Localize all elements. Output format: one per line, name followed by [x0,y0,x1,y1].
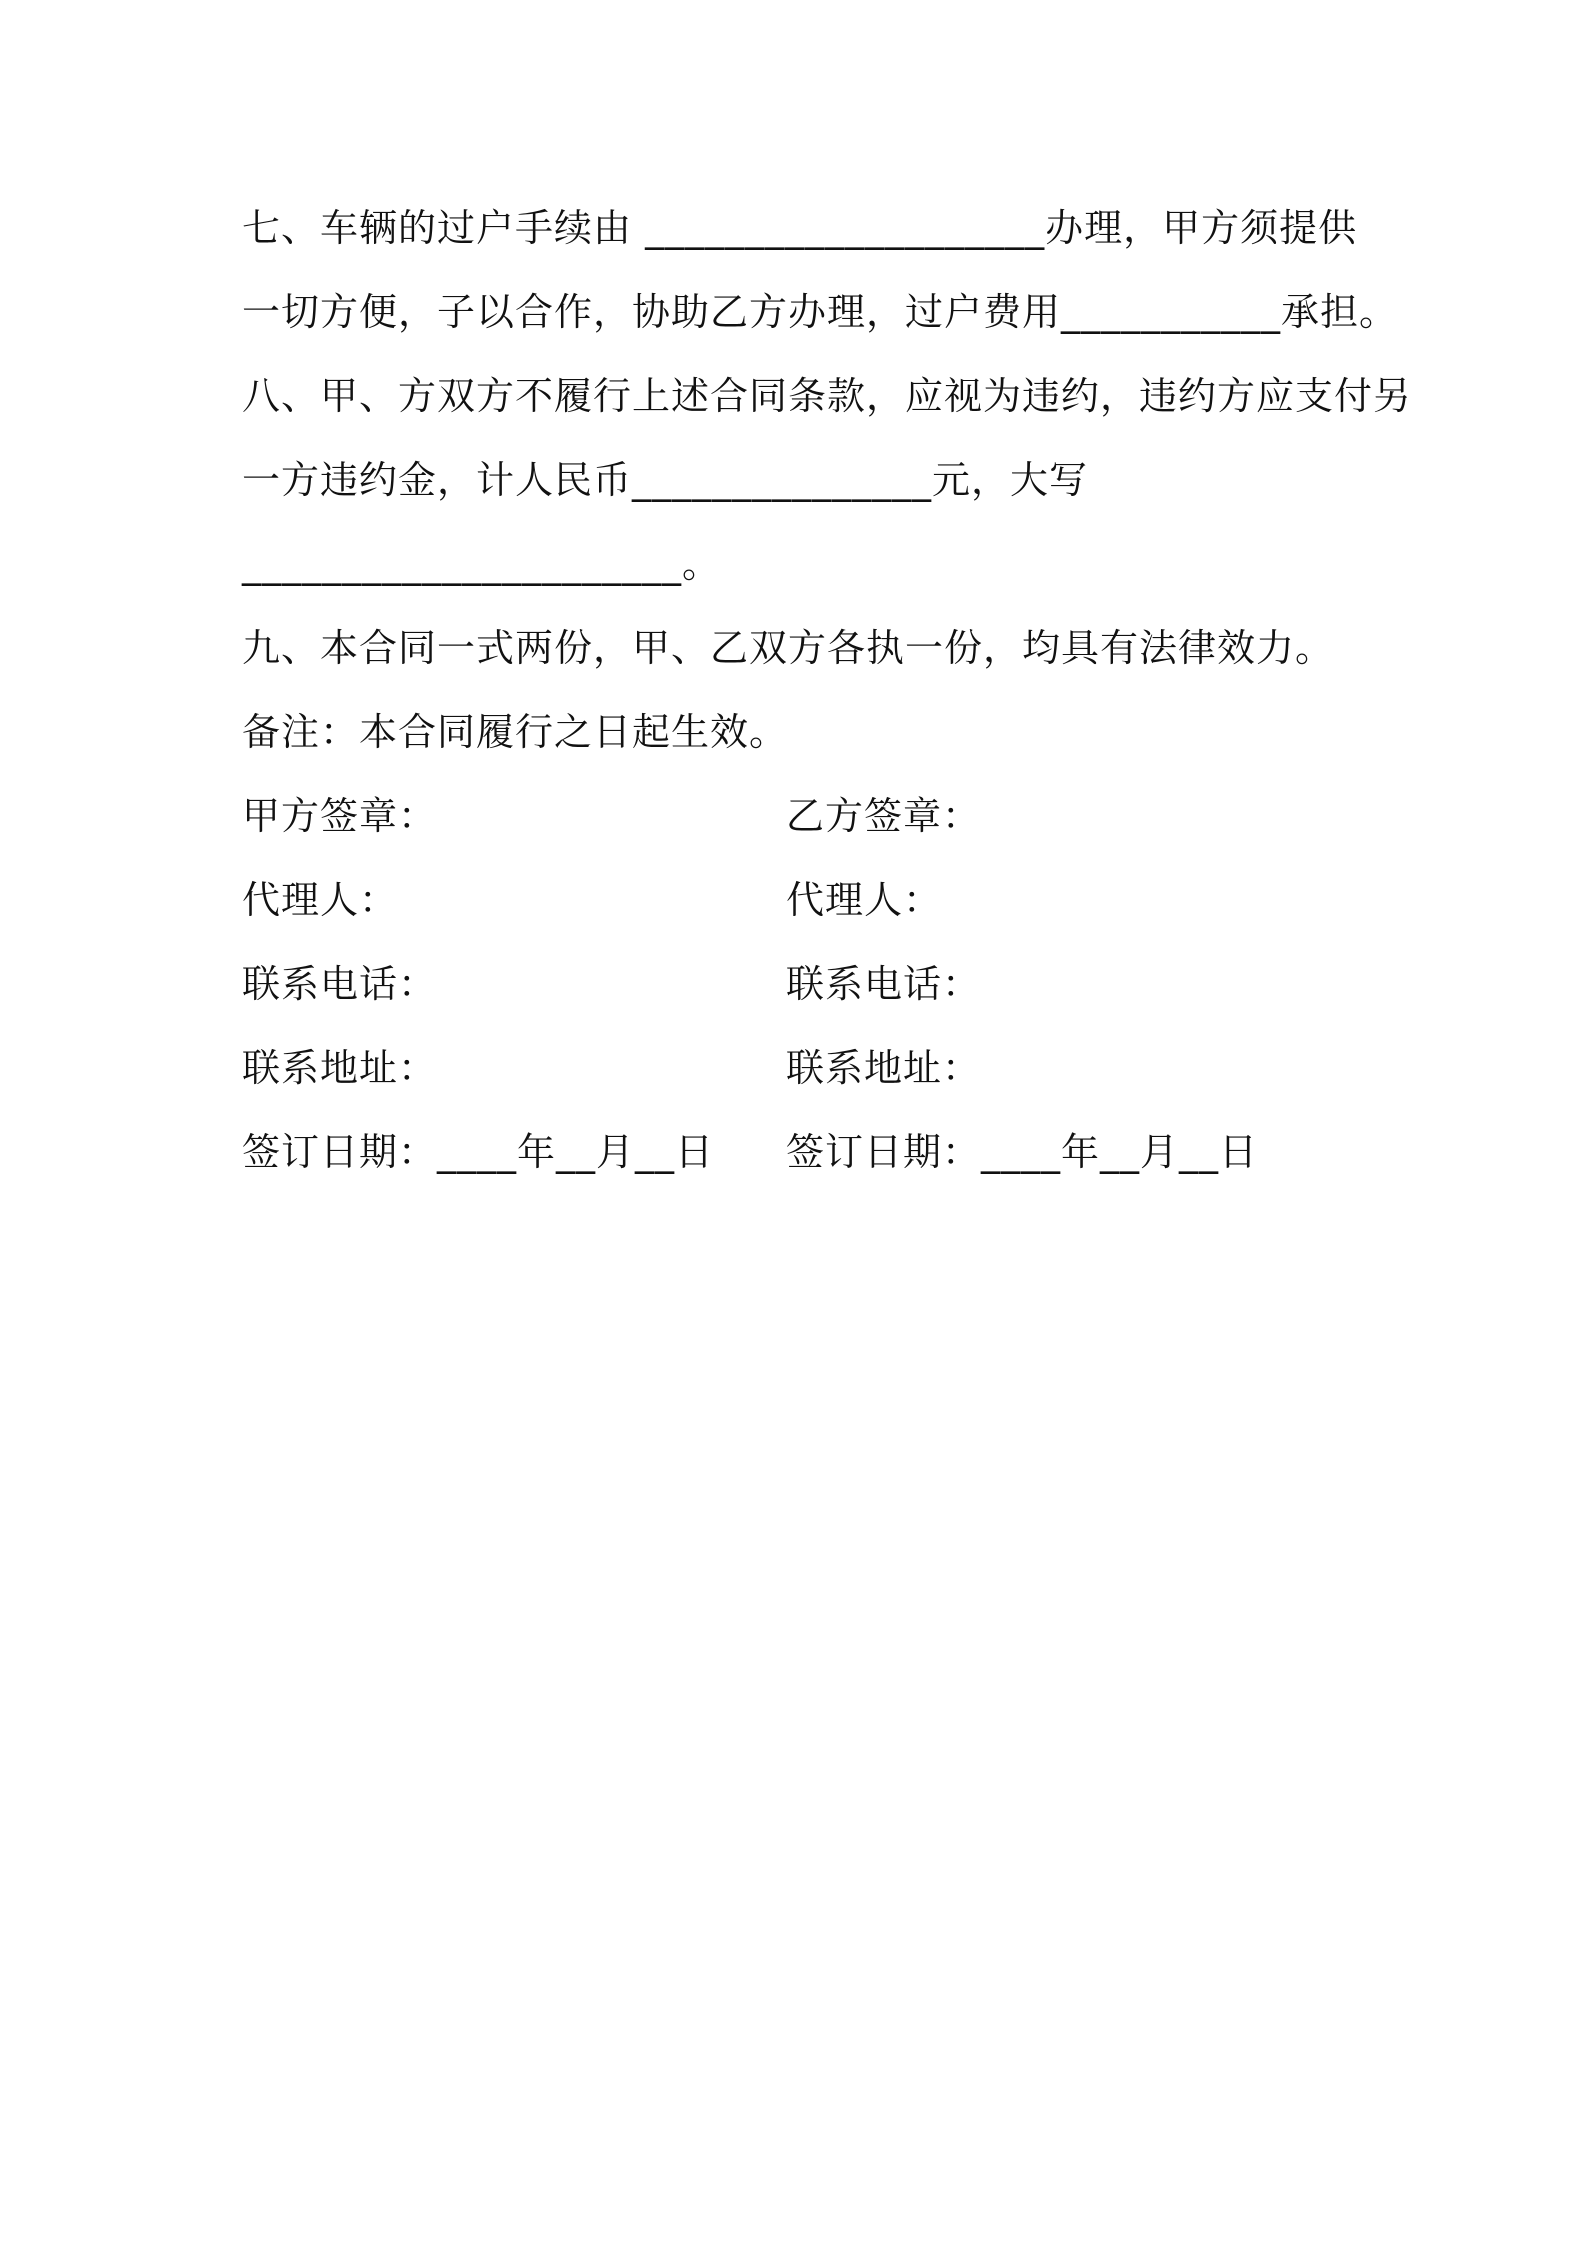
party-a-agent-label: 代理人： [242,878,399,922]
clause-8-line-2: 一方违约金，计人民币_______________元，大写 [242,458,1089,502]
clause-9: 九、本合同一式两份，甲、乙双方各执一份，均具有法律效力。 [242,626,1335,670]
party-b-phone-label: 联系电话： [786,962,982,1006]
remark: 备注：本合同履行之日起生效。 [242,710,789,754]
clause-8-line-3: ______________________。 [242,542,722,586]
party-b-date-label: 签订日期：____年__月__日 [786,1130,1259,1174]
party-b-seal-label: 乙方签章： [786,794,982,838]
party-a-seal-label: 甲方签章： [242,794,438,838]
party-b-address-label: 联系地址： [786,1046,982,1090]
party-a-date-label: 签订日期：____年__月__日 [242,1130,715,1174]
clause-7-line-2: 一切方便，子以合作，协助乙方办理，过户费用___________承担。 [242,290,1399,334]
party-b-agent-label: 代理人： [786,878,943,922]
party-a-phone-label: 联系电话： [242,962,438,1006]
party-a-address-label: 联系地址： [242,1046,438,1090]
clause-8-line-1: 八、甲、方双方不履行上述合同条款，应视为违约，违约方应支付另 [242,374,1413,418]
clause-7-line-1: 七、车辆的过户手续由 ____________________办理，甲方须提供 [242,206,1358,250]
